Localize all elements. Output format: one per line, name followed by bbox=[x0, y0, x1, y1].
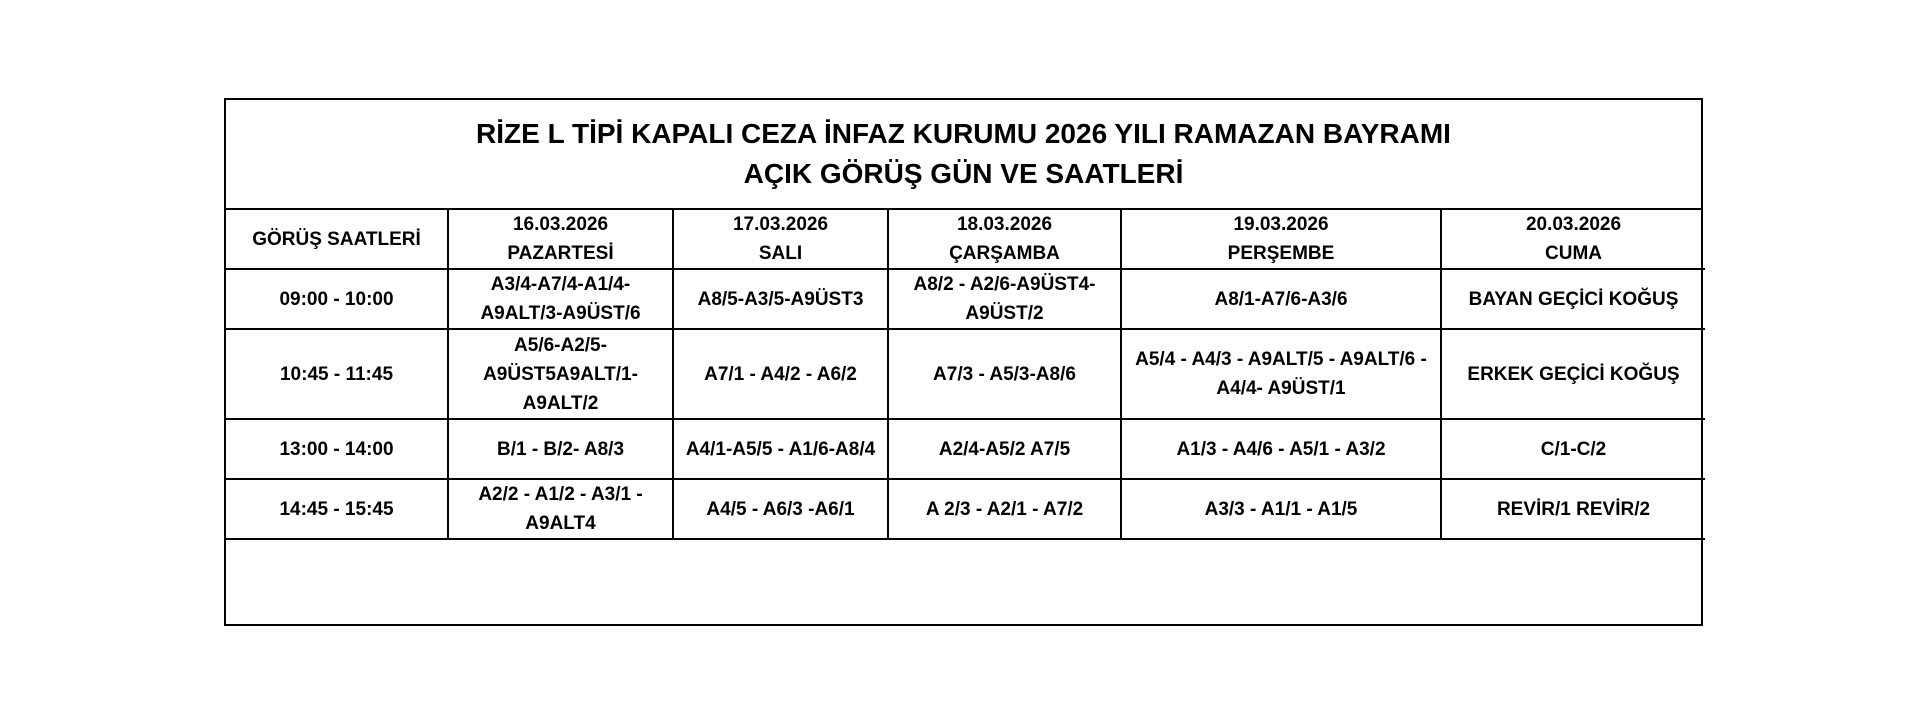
header-day-5 bbox=[1441, 210, 1705, 269]
day-date: 18.03.2026 bbox=[956, 214, 1053, 235]
day-date: 20.03.2026 bbox=[1525, 214, 1622, 235]
table-cell: A4/5 - A6/3 -A6/1 bbox=[673, 479, 888, 539]
title-line-1: RİZE L TİPİ KAPALI CEZA İNFAZ KURUMU 2026 YILI RAMAZAN BAYRAMI bbox=[476, 118, 1451, 149]
document-title bbox=[226, 100, 1701, 210]
table-cell: A8/2 - A2/6-A9ÜST4-A9ÜST/2 bbox=[888, 269, 1121, 329]
header-day-2 bbox=[673, 210, 888, 269]
table-cell: A3/4-A7/4-A1/4-A9ALT/3-A9ÜST/6 bbox=[448, 269, 673, 329]
table-cell: A5/6-A2/5-A9ÜST5A9ALT/1-A9ALT/2 bbox=[448, 329, 673, 419]
title-line-2: AÇIK GÖRÜŞ GÜN VE SAATLERİ bbox=[743, 158, 1184, 189]
table-cell: A3/3 - A1/1 - A1/5 bbox=[1121, 479, 1441, 539]
table-cell: A 2/3 - A2/1 - A7/2 bbox=[888, 479, 1121, 539]
table-cell: A8/5-A3/5-A9ÜST3 bbox=[673, 269, 888, 329]
day-date: 16.03.2026 bbox=[512, 214, 609, 235]
table-cell: A2/4-A5/2 A7/5 bbox=[888, 419, 1121, 479]
table-row bbox=[226, 269, 1705, 329]
table-cell: A1/3 - A4/6 - A5/1 - A3/2 bbox=[1121, 419, 1441, 479]
table-cell: A7/1 - A4/2 - A6/2 bbox=[673, 329, 888, 419]
table-header-row bbox=[226, 210, 1705, 269]
table-cell: REVİR/1 REVİR/2 bbox=[1441, 479, 1705, 539]
table-cell: BAYAN GEÇİCİ KOĞUŞ bbox=[1441, 269, 1705, 329]
header-day-3 bbox=[888, 210, 1121, 269]
day-date: 17.03.2026 bbox=[732, 214, 829, 235]
time-slot-cell: 13:00 - 14:00 bbox=[226, 419, 448, 479]
header-day-1 bbox=[448, 210, 673, 269]
time-slot-cell: 09:00 - 10:00 bbox=[226, 269, 448, 329]
visit-schedule-table bbox=[226, 210, 1705, 540]
table-cell: A4/1-A5/5 - A1/6-A8/4 bbox=[673, 419, 888, 479]
day-weekday: PERŞEMBE bbox=[1227, 243, 1335, 264]
table-cell: A8/1-A7/6-A3/6 bbox=[1121, 269, 1441, 329]
empty-footer-area bbox=[226, 540, 1701, 628]
table-row bbox=[226, 479, 1705, 539]
table-cell: B/1 - B/2- A8/3 bbox=[448, 419, 673, 479]
time-slot-cell: 14:45 - 15:45 bbox=[226, 479, 448, 539]
table-cell: C/1-C/2 bbox=[1441, 419, 1705, 479]
header-day-4 bbox=[1121, 210, 1441, 269]
table-cell: A5/4 - A4/3 - A9ALT/5 - A9ALT/6 - A4/4- A9ÜST/1 bbox=[1121, 329, 1441, 419]
table-row bbox=[226, 419, 1705, 479]
table-cell: ERKEK GEÇİCİ KOĞUŞ bbox=[1441, 329, 1705, 419]
day-weekday: ÇARŞAMBA bbox=[949, 243, 1060, 264]
header-time-column: GÖRÜŞ SAATLERİ bbox=[226, 210, 448, 269]
time-slot-cell: 10:45 - 11:45 bbox=[226, 329, 448, 419]
day-weekday: SALI bbox=[758, 243, 803, 264]
schedule-document bbox=[224, 98, 1703, 626]
day-weekday: CUMA bbox=[1545, 243, 1602, 264]
day-weekday: PAZARTESİ bbox=[507, 243, 614, 264]
day-date: 19.03.2026 bbox=[1233, 214, 1329, 235]
table-row bbox=[226, 329, 1705, 419]
table-cell: A7/3 - A5/3-A8/6 bbox=[888, 329, 1121, 419]
table-cell: A2/2 - A1/2 - A3/1 - A9ALT4 bbox=[448, 479, 673, 539]
